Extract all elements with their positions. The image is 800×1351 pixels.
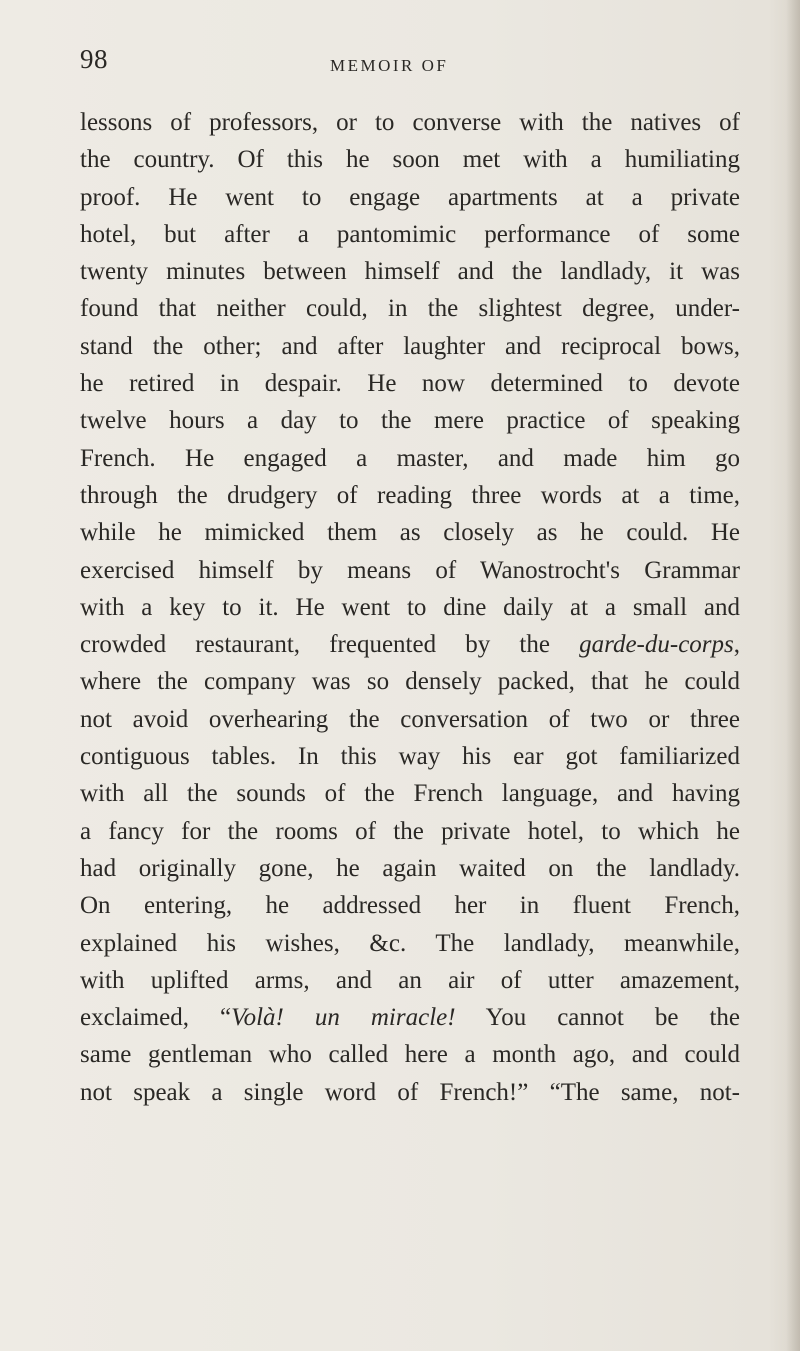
text-line: exercised himself by means of Wanostrocht's Grammar [80, 556, 740, 584]
text-line: hotel, but after a pantomimic performance of some [80, 220, 740, 248]
text-line: stand the other; and after laughter and reciprocal bows, [80, 332, 740, 360]
text-line: twenty minutes between himself and the landlady, it was [80, 258, 740, 286]
text-line: he retired in despair. He now determined to devote [80, 370, 740, 398]
italic-phrase: Volà! un miracle! [231, 1004, 456, 1032]
text-line: the country. Of this he soon met with a humiliating [80, 146, 740, 174]
text-line: with uplifted arms, and an air of utter amazement, [80, 966, 740, 994]
text-line-mixed [80, 999, 740, 1036]
text-line: through the drudgery of reading three words at a time, [80, 481, 740, 509]
page-edge-shadow [786, 0, 800, 1351]
running-head: MEMOIR OF [330, 56, 449, 75]
text-run: exclaimed, “ [80, 1004, 232, 1032]
text-line: lessons of professors, or to converse with the natives of [80, 109, 740, 136]
text-line: On entering, he addressed her in fluent French, [80, 892, 740, 920]
text-line-mixed [80, 626, 740, 663]
page-number: 98 [80, 44, 108, 74]
text-line: proof. He went to engage apartments at a private [80, 183, 740, 211]
text-line: while he mimicked them as closely as he could. He [80, 519, 740, 547]
text-line: French. He engaged a master, and made him go [80, 444, 740, 472]
text-run: crowded restaurant, frequented by the [80, 631, 580, 659]
text-run: , [733, 631, 740, 659]
text-line: found that neither could, in the slightest degree, under- [80, 295, 740, 323]
text-line: not avoid overhearing the conversation of two or three [80, 705, 740, 733]
body-text [80, 104, 740, 1111]
text-line: explained his wishes, &c. The landlady, meanwhile, [80, 929, 740, 957]
italic-phrase: garde-du-corps [579, 631, 734, 659]
text-line: a fancy for the rooms of the private hotel, to which he [80, 817, 740, 845]
text-line: same gentleman who called here a month ago, and could [80, 1041, 740, 1069]
text-line: with all the sounds of the French language, and having [80, 780, 740, 808]
text-line: twelve hours a day to the mere practice of speaking [80, 407, 740, 435]
text-line: with a key to it. He went to dine daily at a small and [80, 593, 740, 621]
text-run: You cannot be the [455, 1004, 740, 1032]
text-line: contiguous tables. In this way his ear got familiarized [80, 743, 740, 771]
text-line: had originally gone, he again waited on the landlady. [80, 854, 740, 882]
text-line: where the company was so densely packed, that he could [80, 668, 740, 696]
text-line: not speak a single word of French!” “The same, not- [80, 1078, 740, 1106]
